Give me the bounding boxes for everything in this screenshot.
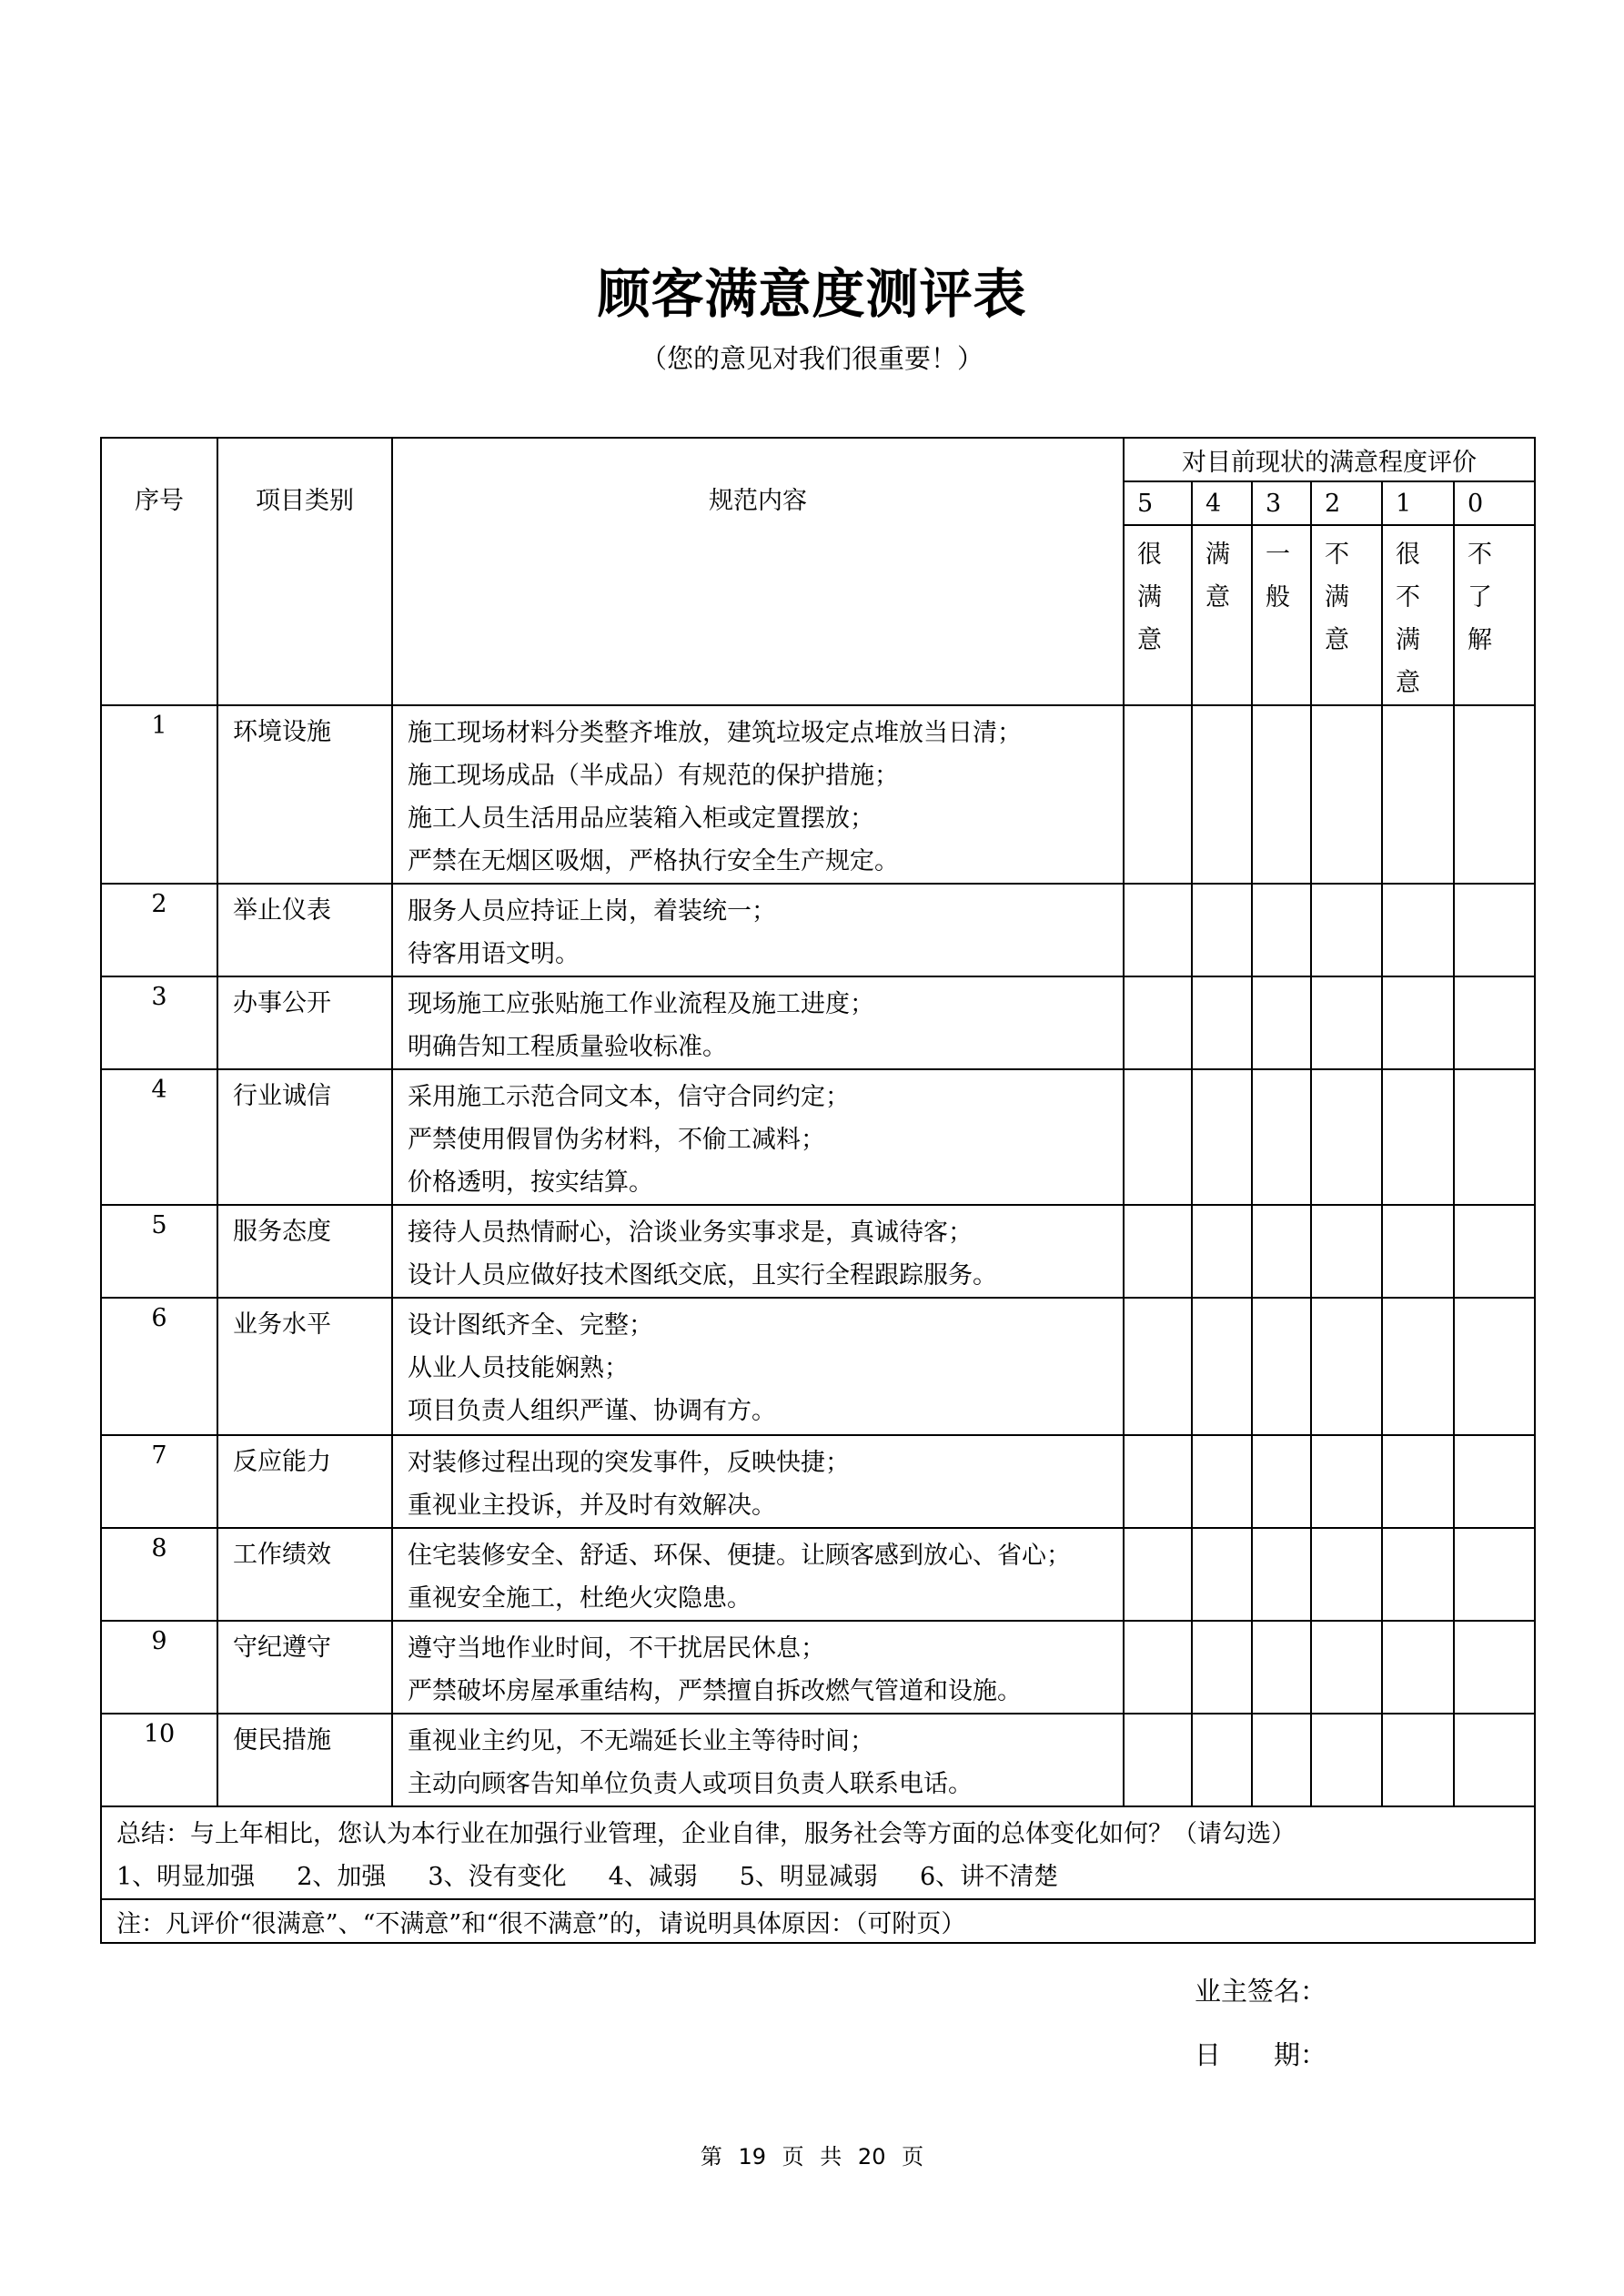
row-category: 举止仪表 xyxy=(217,884,392,976)
date-label-part1: 日 xyxy=(1195,2039,1222,2070)
rating-checkbox-cell[interactable] xyxy=(1454,705,1535,884)
rating-checkbox-cell[interactable] xyxy=(1454,976,1535,1069)
rating-checkbox-cell[interactable] xyxy=(1382,1528,1454,1621)
rating-label-cell xyxy=(1124,525,1192,705)
rating-checkbox-cell[interactable] xyxy=(1311,884,1382,976)
rating-checkbox-cell[interactable] xyxy=(1192,1714,1252,1806)
rating-checkbox-cell[interactable] xyxy=(1124,1714,1192,1806)
rating-checkbox-cell[interactable] xyxy=(1454,1205,1535,1298)
table-row xyxy=(101,884,1535,976)
content-line: 从业人员技能娴熟； xyxy=(408,1354,629,1382)
table-row xyxy=(101,1205,1535,1298)
row-content xyxy=(392,1205,1124,1298)
document-subtitle: （您的意见对我们很重要！） xyxy=(640,343,983,374)
rating-checkbox-cell[interactable] xyxy=(1124,1205,1192,1298)
row-number: 3 xyxy=(101,976,217,1069)
summary-option[interactable]: 2、加强 xyxy=(297,1863,387,1891)
header-category: 项目类别 xyxy=(217,438,392,705)
content-line: 严禁使用假冒伪劣材料，不偷工减料； xyxy=(408,1126,825,1154)
row-category: 环境设施 xyxy=(217,705,392,884)
rating-label: 很满意 xyxy=(1137,541,1162,654)
rating-checkbox-cell[interactable] xyxy=(1124,705,1192,884)
summary-option[interactable]: 3、没有变化 xyxy=(428,1863,567,1891)
rating-checkbox-cell[interactable] xyxy=(1124,1298,1192,1435)
row-content xyxy=(392,1298,1124,1435)
rating-checkbox-cell[interactable] xyxy=(1124,1435,1192,1528)
date-label xyxy=(1195,2035,1326,2072)
row-number: 5 xyxy=(101,1205,217,1298)
rating-checkbox-cell[interactable] xyxy=(1192,1069,1252,1205)
summary-question: 总结：与上年相比，您认为本行业在加强行业管理，企业自律，服务社会等方面的总体变化如何？（请勾选） xyxy=(116,1820,1296,1848)
rating-checkbox-cell[interactable] xyxy=(1192,1621,1252,1714)
rating-label: 不了解 xyxy=(1468,541,1492,654)
row-category: 行业诚信 xyxy=(217,1069,392,1205)
row-content xyxy=(392,976,1124,1069)
content-line: 设计图纸齐全、完整； xyxy=(408,1311,653,1340)
rating-score: 4 xyxy=(1192,481,1252,525)
rating-checkbox-cell[interactable] xyxy=(1454,884,1535,976)
content-line: 严禁破坏房屋承重结构，严禁擅自拆改燃气管道和设施。 xyxy=(408,1677,1022,1705)
content-line: 重视安全施工，杜绝火灾隐患。 xyxy=(408,1584,751,1613)
content-line: 项目负责人组织严谨、协调有方。 xyxy=(408,1397,776,1425)
document-title: 顾客满意度测评表 xyxy=(597,263,1027,325)
rating-checkbox-cell[interactable] xyxy=(1252,1621,1311,1714)
rating-checkbox-cell[interactable] xyxy=(1382,1435,1454,1528)
summary-row xyxy=(101,1806,1535,1899)
rating-checkbox-cell[interactable] xyxy=(1124,1621,1192,1714)
content-line: 住宅装修安全、舒适、环保、便捷。让顾客感到放心、省心； xyxy=(408,1542,1071,1570)
rating-checkbox-cell[interactable] xyxy=(1311,1621,1382,1714)
rating-checkbox-cell[interactable] xyxy=(1382,884,1454,976)
rating-checkbox-cell[interactable] xyxy=(1192,705,1252,884)
rating-label-cell xyxy=(1252,525,1311,705)
rating-checkbox-cell[interactable] xyxy=(1252,705,1311,884)
rating-label-cell xyxy=(1382,525,1454,705)
rating-checkbox-cell[interactable] xyxy=(1454,1069,1535,1205)
rating-checkbox-cell[interactable] xyxy=(1192,884,1252,976)
row-category: 守纪遵守 xyxy=(217,1621,392,1714)
row-content xyxy=(392,1714,1124,1806)
rating-checkbox-cell[interactable] xyxy=(1311,1205,1382,1298)
summary-cell xyxy=(101,1806,1535,1899)
row-content xyxy=(392,1435,1124,1528)
row-content xyxy=(392,1069,1124,1205)
content-line: 施工人员生活用品应装箱入柜或定置摆放； xyxy=(408,804,874,833)
row-content xyxy=(392,884,1124,976)
rating-checkbox-cell[interactable] xyxy=(1252,1069,1311,1205)
rating-score: 0 xyxy=(1454,481,1535,525)
rating-score: 2 xyxy=(1311,481,1382,525)
content-line: 施工现场材料分类整齐堆放，建筑垃圾定点堆放当日清； xyxy=(408,719,1022,747)
rating-checkbox-cell[interactable] xyxy=(1252,1205,1311,1298)
table-row xyxy=(101,1298,1535,1435)
rating-checkbox-cell[interactable] xyxy=(1382,1205,1454,1298)
table-row xyxy=(101,1069,1535,1205)
rating-checkbox-cell[interactable] xyxy=(1252,1435,1311,1528)
row-content xyxy=(392,1621,1124,1714)
rating-checkbox-cell[interactable] xyxy=(1311,1298,1382,1435)
rating-checkbox-cell[interactable] xyxy=(1192,1435,1252,1528)
table-row xyxy=(101,1435,1535,1528)
content-line: 遵守当地作业时间，不干扰居民休息； xyxy=(408,1634,825,1663)
rating-checkbox-cell[interactable] xyxy=(1311,1069,1382,1205)
header-no: 序号 xyxy=(101,438,217,705)
row-number: 2 xyxy=(101,884,217,976)
rating-checkbox-cell[interactable] xyxy=(1311,1528,1382,1621)
rating-checkbox-cell[interactable] xyxy=(1454,1714,1535,1806)
row-number: 4 xyxy=(101,1069,217,1205)
owner-signature-label: 业主签名： xyxy=(1195,1976,1327,2007)
rating-checkbox-cell[interactable] xyxy=(1192,976,1252,1069)
rating-checkbox-cell[interactable] xyxy=(1382,1069,1454,1205)
rating-checkbox-cell[interactable] xyxy=(1382,1621,1454,1714)
rating-checkbox-cell[interactable] xyxy=(1454,1298,1535,1435)
rating-checkbox-cell[interactable] xyxy=(1454,1435,1535,1528)
table-row xyxy=(101,1621,1535,1714)
header-content: 规范内容 xyxy=(392,438,1124,705)
content-line: 现场施工应张贴施工作业流程及施工进度； xyxy=(408,990,874,1018)
rating-score: 5 xyxy=(1124,481,1192,525)
summary-option[interactable]: 6、讲不清楚 xyxy=(919,1863,1059,1891)
summary-option[interactable]: 1、明显加强 xyxy=(116,1863,256,1891)
row-content xyxy=(392,1528,1124,1621)
row-category: 办事公开 xyxy=(217,976,392,1069)
row-content xyxy=(392,705,1124,884)
rating-checkbox-cell[interactable] xyxy=(1454,1621,1535,1714)
row-category: 服务态度 xyxy=(217,1205,392,1298)
table-row xyxy=(101,976,1535,1069)
rating-score: 3 xyxy=(1252,481,1311,525)
rating-checkbox-cell[interactable] xyxy=(1192,1205,1252,1298)
row-category: 工作绩效 xyxy=(217,1528,392,1621)
rating-label: 一般 xyxy=(1266,541,1290,612)
rating-checkbox-cell[interactable] xyxy=(1252,1528,1311,1621)
row-category: 业务水平 xyxy=(217,1298,392,1435)
rating-checkbox-cell[interactable] xyxy=(1252,884,1311,976)
row-number: 9 xyxy=(101,1621,217,1714)
rating-checkbox-cell[interactable] xyxy=(1382,1714,1454,1806)
content-line: 重视业主约见，不无端延长业主等待时间； xyxy=(408,1727,874,1755)
date-label-part2: 期： xyxy=(1274,2039,1327,2070)
row-number: 10 xyxy=(101,1714,217,1806)
rating-checkbox-cell[interactable] xyxy=(1311,705,1382,884)
note-text: 注：凡评价“很满意”、“不满意”和“很不满意”的，请说明具体原因：（可附页） xyxy=(101,1899,1535,1943)
content-line: 施工现场成品（半成品）有规范的保护措施； xyxy=(408,762,899,790)
content-line: 明确告知工程质量验收标准。 xyxy=(408,1033,727,1061)
rating-checkbox-cell[interactable] xyxy=(1124,884,1192,976)
satisfaction-table xyxy=(100,437,1536,1944)
rating-checkbox-cell[interactable] xyxy=(1382,1298,1454,1435)
rating-checkbox-cell[interactable] xyxy=(1124,1528,1192,1621)
content-line: 待客用语文明。 xyxy=(408,940,580,968)
rating-checkbox-cell[interactable] xyxy=(1124,1069,1192,1205)
rating-label-cell xyxy=(1454,525,1535,705)
rating-checkbox-cell[interactable] xyxy=(1192,1298,1252,1435)
rating-label: 不满意 xyxy=(1325,541,1349,654)
row-number: 7 xyxy=(101,1435,217,1528)
content-line: 严禁在无烟区吸烟，严格执行安全生产规定。 xyxy=(408,847,899,875)
row-number: 1 xyxy=(101,705,217,884)
rating-checkbox-cell[interactable] xyxy=(1311,1435,1382,1528)
rating-checkbox-cell[interactable] xyxy=(1382,705,1454,884)
rating-score: 1 xyxy=(1382,481,1454,525)
rating-checkbox-cell[interactable] xyxy=(1454,1528,1535,1621)
content-line: 服务人员应持证上岗，着装统一； xyxy=(408,897,776,925)
table-row xyxy=(101,1528,1535,1621)
header-row xyxy=(101,438,1535,481)
content-line: 对装修过程出现的突发事件，反映快捷； xyxy=(408,1449,850,1477)
rating-checkbox-cell[interactable] xyxy=(1311,976,1382,1069)
rating-label: 满意 xyxy=(1205,541,1230,612)
note-row xyxy=(101,1899,1535,1943)
header-rating-group: 对目前现状的满意程度评价 xyxy=(1124,438,1535,481)
content-line: 采用施工示范合同文本，信守合同约定； xyxy=(408,1083,850,1111)
content-line: 重视业主投诉，并及时有效解决。 xyxy=(408,1492,776,1520)
content-line: 价格透明，按实结算。 xyxy=(408,1168,653,1197)
content-line: 接待人员热情耐心，洽谈业务实事求是，真诚待客； xyxy=(408,1219,973,1247)
rating-checkbox-cell[interactable] xyxy=(1252,1298,1311,1435)
rating-checkbox-cell[interactable] xyxy=(1382,976,1454,1069)
content-line: 主动向顾客告知单位负责人或项目负责人联系电话。 xyxy=(408,1770,973,1798)
content-line: 设计人员应做好技术图纸交底，且实行全程跟踪服务。 xyxy=(408,1261,997,1290)
rating-label-cell xyxy=(1192,525,1252,705)
summary-options xyxy=(116,1856,1534,1898)
page-number: 第 19 页 共 20 页 xyxy=(700,2144,924,2170)
rating-checkbox-cell[interactable] xyxy=(1192,1528,1252,1621)
summary-option[interactable]: 5、明显减弱 xyxy=(739,1863,878,1891)
table-row xyxy=(101,1714,1535,1806)
row-category: 反应能力 xyxy=(217,1435,392,1528)
rating-checkbox-cell[interactable] xyxy=(1124,976,1192,1069)
rating-label: 很不满意 xyxy=(1396,541,1420,697)
row-number: 6 xyxy=(101,1298,217,1435)
rating-checkbox-cell[interactable] xyxy=(1252,1714,1311,1806)
rating-checkbox-cell[interactable] xyxy=(1311,1714,1382,1806)
row-number: 8 xyxy=(101,1528,217,1621)
summary-option[interactable]: 4、减弱 xyxy=(608,1863,698,1891)
rating-label-cell xyxy=(1311,525,1382,705)
table-row xyxy=(101,705,1535,884)
rating-checkbox-cell[interactable] xyxy=(1252,976,1311,1069)
row-category: 便民措施 xyxy=(217,1714,392,1806)
